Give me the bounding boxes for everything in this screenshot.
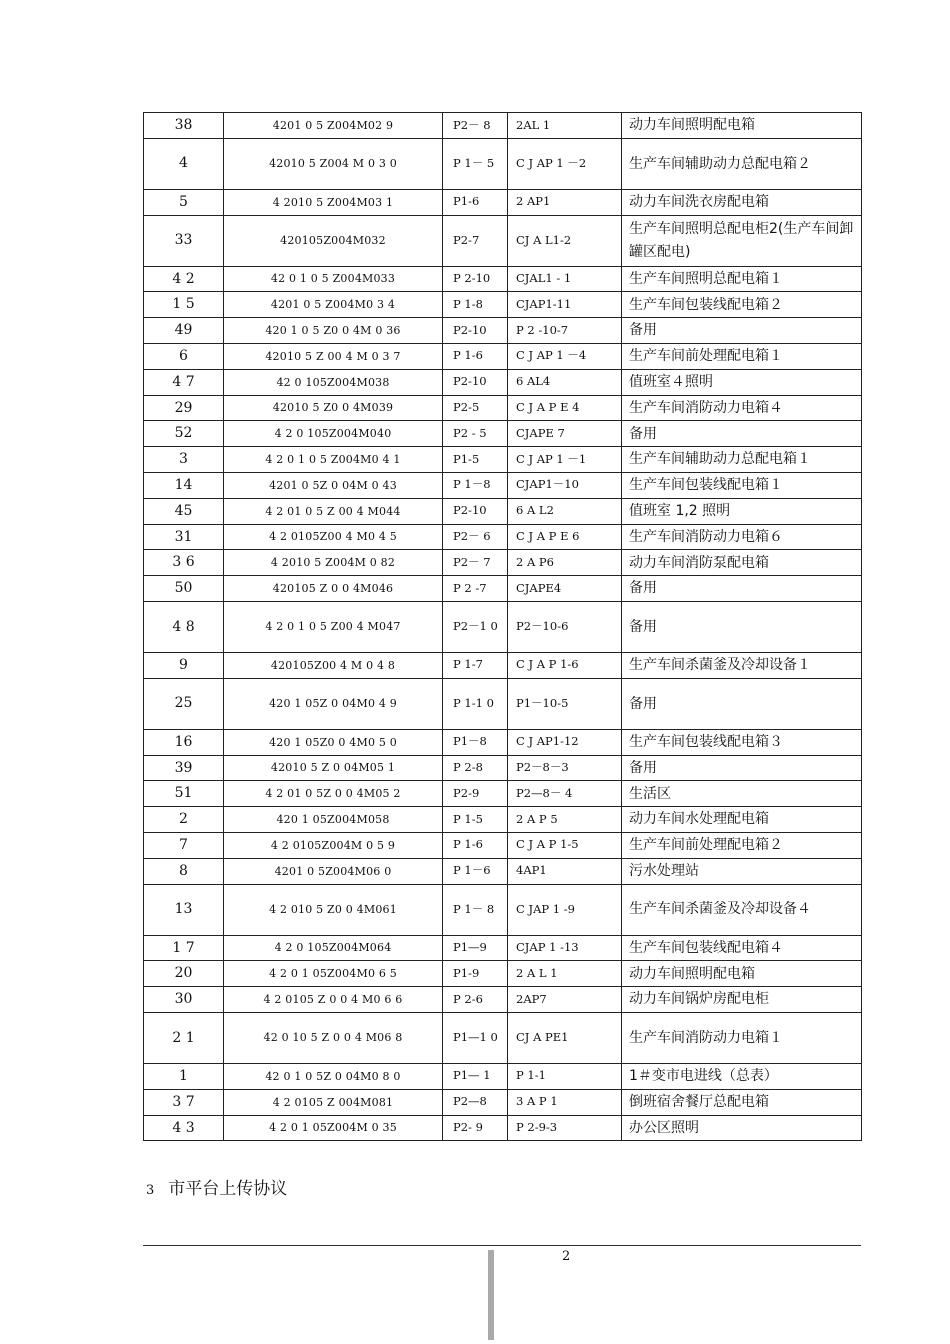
row-number: 4 2 (144, 266, 224, 292)
meter-code: 420 1 05Z0 0 4M0 5 0 (224, 729, 443, 755)
cabinet-code: 2AP7 (508, 987, 622, 1013)
meter-code: 4 2 0 1 05Z004M0 6 5 (224, 961, 443, 987)
table-row (144, 215, 862, 266)
row-number: 25 (144, 678, 224, 729)
meter-code: 42 0 105Z004M038 (224, 369, 443, 395)
port-label: P1－8 (443, 729, 508, 755)
meter-code: 4201 0 5Z004M06 0 (224, 858, 443, 884)
circuit-description: 生产车间消防动力电箱１ (622, 1012, 862, 1063)
footer-rule (143, 1245, 861, 1246)
circuit-description: 备用 (622, 576, 862, 602)
table-row (144, 729, 862, 755)
row-number: 6 (144, 343, 224, 369)
meter-code: 4 2 010 5 Z0 0 4M061 (224, 884, 443, 935)
table-row (144, 138, 862, 189)
circuit-description: 生产车间前处理配电箱１ (622, 343, 862, 369)
port-label: P2-10 (443, 498, 508, 524)
port-label: P 1－ 5 (443, 138, 508, 189)
row-number: 16 (144, 729, 224, 755)
port-label: P 1－8 (443, 472, 508, 498)
meter-code: 420105Z004M032 (224, 215, 443, 266)
circuit-description: 备用 (622, 755, 862, 781)
row-number: 13 (144, 884, 224, 935)
row-number: 31 (144, 524, 224, 550)
port-label: P 1-1 0 (443, 678, 508, 729)
cabinet-code: P 1-1 (508, 1063, 622, 1089)
table-row (144, 343, 862, 369)
circuit-description: 备用 (622, 601, 862, 652)
meter-code: 42010 5 Z004 M 0 3 0 (224, 138, 443, 189)
row-number: 2 1 (144, 1012, 224, 1063)
cabinet-code: P2－10-6 (508, 601, 622, 652)
table-row (144, 318, 862, 344)
circuit-description: 1＃变市电进线（总表） (622, 1063, 862, 1089)
port-label: P1—1 0 (443, 1012, 508, 1063)
table-row (144, 1115, 862, 1141)
cabinet-code: P2—8－ 4 (508, 781, 622, 807)
port-label: P1— 1 (443, 1063, 508, 1089)
section-title: 市平台上传协议 (168, 1179, 288, 1199)
row-number: 2 (144, 807, 224, 833)
row-number: 4 (144, 138, 224, 189)
port-label: P2－1 0 (443, 601, 508, 652)
cabinet-code: CJAL1 - 1 (508, 266, 622, 292)
row-number: 38 (144, 113, 224, 139)
row-number: 51 (144, 781, 224, 807)
table-row (144, 961, 862, 987)
table-row (144, 935, 862, 961)
cabinet-code: P1－10-5 (508, 678, 622, 729)
section-number: 3 (146, 1183, 155, 1198)
cabinet-code: CJ A L1-2 (508, 215, 622, 266)
circuit-description: 生产车间消防动力电箱６ (622, 524, 862, 550)
cabinet-code: 2 A P6 (508, 550, 622, 576)
port-label: P2－ 8 (443, 113, 508, 139)
meter-code: 420 1 0 5 Z0 0 4M 0 36 (224, 318, 443, 344)
port-label: P 1-8 (443, 292, 508, 318)
row-number: 39 (144, 755, 224, 781)
cabinet-code: CJ A PE1 (508, 1012, 622, 1063)
row-number: 1 (144, 1063, 224, 1089)
cabinet-code: P2－8－3 (508, 755, 622, 781)
table-row (144, 987, 862, 1013)
port-label: P 2-8 (443, 755, 508, 781)
port-label: P2—8 (443, 1089, 508, 1115)
cabinet-code: CJAP1-11 (508, 292, 622, 318)
cabinet-code: CJAP1－10 (508, 472, 622, 498)
row-number: 30 (144, 987, 224, 1013)
table-row (144, 1012, 862, 1063)
port-label: P 2-6 (443, 987, 508, 1013)
cabinet-code: CJAPE 7 (508, 421, 622, 447)
meter-code: 4 2 0 105Z004M040 (224, 421, 443, 447)
port-label: P2-10 (443, 318, 508, 344)
circuit-description: 生产车间消防动力电箱４ (622, 395, 862, 421)
table-row (144, 498, 862, 524)
port-label: P1-9 (443, 961, 508, 987)
row-number: 4 3 (144, 1115, 224, 1141)
meter-code: 42010 5 Z 00 4 M 0 3 7 (224, 343, 443, 369)
meter-code: 42 0 1 0 5 Z004M033 (224, 266, 443, 292)
cabinet-code: 6 AL4 (508, 369, 622, 395)
cabinet-code: 6 A L2 (508, 498, 622, 524)
meter-table (143, 112, 862, 1141)
table-row (144, 832, 862, 858)
table-row (144, 292, 862, 318)
table-row (144, 601, 862, 652)
cabinet-code: C J A P 1-6 (508, 652, 622, 678)
table-row (144, 369, 862, 395)
circuit-description: 备用 (622, 421, 862, 447)
table-row (144, 576, 862, 602)
table-row (144, 447, 862, 473)
cabinet-code: P 2-9-3 (508, 1115, 622, 1141)
cabinet-code: 3 A P 1 (508, 1089, 622, 1115)
circuit-description: 动力车间照明配电箱 (622, 113, 862, 139)
port-label: P2-10 (443, 369, 508, 395)
circuit-description: 生产车间包装线配电箱２ (622, 292, 862, 318)
circuit-description: 备用 (622, 318, 862, 344)
port-label: P 1-6 (443, 832, 508, 858)
row-number: 50 (144, 576, 224, 602)
row-number: 14 (144, 472, 224, 498)
port-label: P 2-10 (443, 266, 508, 292)
port-label: P1-5 (443, 447, 508, 473)
cabinet-code: CJAPE4 (508, 576, 622, 602)
circuit-description: 生产车间包装线配电箱４ (622, 935, 862, 961)
row-number: 45 (144, 498, 224, 524)
table-row (144, 524, 862, 550)
table-row (144, 652, 862, 678)
meter-code: 4 2 0 105Z004M064 (224, 935, 443, 961)
row-number: 4 7 (144, 369, 224, 395)
circuit-description: 动力车间消防泵配电箱 (622, 550, 862, 576)
meter-code: 4 2 01 0 5 Z 00 4 M044 (224, 498, 443, 524)
circuit-description: 生产车间杀菌釜及冷却设备１ (622, 652, 862, 678)
gutter-bar (488, 1250, 494, 1340)
circuit-description: 污水处理站 (622, 858, 862, 884)
table-row (144, 678, 862, 729)
meter-code: 42 0 10 5 Z 0 0 4 M06 8 (224, 1012, 443, 1063)
port-label: P2- 9 (443, 1115, 508, 1141)
row-number: 5 (144, 189, 224, 215)
table-row (144, 755, 862, 781)
table-row (144, 395, 862, 421)
circuit-description: 动力车间洗衣房配电箱 (622, 189, 862, 215)
circuit-description: 生产车间照明总配电箱１ (622, 266, 862, 292)
table-row (144, 884, 862, 935)
circuit-description: 生活区 (622, 781, 862, 807)
row-number: 8 (144, 858, 224, 884)
table-row (144, 113, 862, 139)
port-label: P2-9 (443, 781, 508, 807)
meter-code: 4 2 0105Z00 4 M0 4 5 (224, 524, 443, 550)
table-row (144, 781, 862, 807)
row-number: 1 7 (144, 935, 224, 961)
circuit-description: 生产车间照明总配电柜2(生产车间卸罐区配电) (622, 215, 862, 266)
cabinet-code: C J AP1-12 (508, 729, 622, 755)
meter-code: 4 2010 5 Z004M 0 82 (224, 550, 443, 576)
port-label: P2－ 7 (443, 550, 508, 576)
circuit-description: 生产车间包装线配电箱３ (622, 729, 862, 755)
meter-code: 42010 5 Z0 0 4M039 (224, 395, 443, 421)
row-number: 20 (144, 961, 224, 987)
port-label: P 1-6 (443, 343, 508, 369)
cabinet-code: 4AP1 (508, 858, 622, 884)
port-label: P2-5 (443, 395, 508, 421)
row-number: 4 8 (144, 601, 224, 652)
cabinet-code: 2AL 1 (508, 113, 622, 139)
circuit-description: 动力车间水处理配电箱 (622, 807, 862, 833)
table-row (144, 807, 862, 833)
cabinet-code: C JAP 1 -9 (508, 884, 622, 935)
meter-table-body (144, 113, 862, 1141)
cabinet-code: P 2 -10-7 (508, 318, 622, 344)
cabinet-code: C J A P 1-5 (508, 832, 622, 858)
meter-code: 4 2 0 1 0 5 Z00 4 M047 (224, 601, 443, 652)
circuit-description: 办公区照明 (622, 1115, 862, 1141)
meter-code: 420 1 05Z004M058 (224, 807, 443, 833)
port-label: P1—9 (443, 935, 508, 961)
port-label: P2－ 6 (443, 524, 508, 550)
row-number: 3 7 (144, 1089, 224, 1115)
circuit-description: 生产车间辅助动力总配电箱２ (622, 138, 862, 189)
circuit-description: 生产车间辅助动力总配电箱１ (622, 447, 862, 473)
meter-code: 4 2 01 0 5Z 0 0 4M05 2 (224, 781, 443, 807)
cabinet-code: C J A P E 4 (508, 395, 622, 421)
meter-code: 420105Z00 4 M 0 4 8 (224, 652, 443, 678)
port-label: P 1-7 (443, 652, 508, 678)
meter-code: 4 2010 5 Z004M03 1 (224, 189, 443, 215)
port-label: P1-6 (443, 189, 508, 215)
meter-code: 4 2 0 1 0 5 Z004M0 4 1 (224, 447, 443, 473)
table-row (144, 472, 862, 498)
circuit-description: 备用 (622, 678, 862, 729)
port-label: P2-7 (443, 215, 508, 266)
port-label: P 1－ 8 (443, 884, 508, 935)
row-number: 3 6 (144, 550, 224, 576)
cabinet-code: C J AP 1 －4 (508, 343, 622, 369)
meter-code: 420105 Z 0 0 4M046 (224, 576, 443, 602)
row-number: 9 (144, 652, 224, 678)
table-row (144, 550, 862, 576)
cabinet-code: 2 A L 1 (508, 961, 622, 987)
cabinet-code: C J A P E 6 (508, 524, 622, 550)
table-row (144, 1089, 862, 1115)
table-row (144, 421, 862, 447)
row-number: 29 (144, 395, 224, 421)
meter-code: 4 2 0105 Z 004M081 (224, 1089, 443, 1115)
row-number: 33 (144, 215, 224, 266)
circuit-description: 倒班宿舍餐厅总配电箱 (622, 1089, 862, 1115)
port-label: P 1-5 (443, 807, 508, 833)
meter-code: 4 2 0105 Z 0 0 4 M0 6 6 (224, 987, 443, 1013)
cabinet-code: 2 A P 5 (508, 807, 622, 833)
meter-code: 4201 0 5 Z004M0 3 4 (224, 292, 443, 318)
table-row (144, 1063, 862, 1089)
cabinet-code: C J AP 1 －2 (508, 138, 622, 189)
row-number: 49 (144, 318, 224, 344)
row-number: 7 (144, 832, 224, 858)
table-row (144, 266, 862, 292)
section-heading (146, 1174, 287, 1199)
meter-code: 42 0 1 0 5Z 0 04M0 8 0 (224, 1063, 443, 1089)
table-row (144, 189, 862, 215)
page-number: 2 (562, 1249, 571, 1264)
meter-code: 4201 0 5Z 0 04M 0 43 (224, 472, 443, 498)
row-number: 52 (144, 421, 224, 447)
cabinet-code: 2 AP1 (508, 189, 622, 215)
circuit-description: 生产车间杀菌釜及冷却设备４ (622, 884, 862, 935)
circuit-description: 值班室 1,2 照明 (622, 498, 862, 524)
meter-code: 420 1 05Z 0 04M0 4 9 (224, 678, 443, 729)
cabinet-code: C J AP 1 －1 (508, 447, 622, 473)
circuit-description: 生产车间包装线配电箱１ (622, 472, 862, 498)
meter-code: 4 2 0105Z004M 0 5 9 (224, 832, 443, 858)
cabinet-code: CJAP 1 -13 (508, 935, 622, 961)
circuit-description: 动力车间照明配电箱 (622, 961, 862, 987)
meter-code: 4201 0 5 Z004M02 9 (224, 113, 443, 139)
table-row (144, 858, 862, 884)
meter-code: 42010 5 Z 0 04M05 1 (224, 755, 443, 781)
port-label: P2 - 5 (443, 421, 508, 447)
meter-code: 4 2 0 1 05Z004M 0 35 (224, 1115, 443, 1141)
row-number: 1 5 (144, 292, 224, 318)
row-number: 3 (144, 447, 224, 473)
port-label: P 2 -7 (443, 576, 508, 602)
circuit-description: 动力车间锅炉房配电柜 (622, 987, 862, 1013)
circuit-description: 生产车间前处理配电箱２ (622, 832, 862, 858)
circuit-description: 值班室４照明 (622, 369, 862, 395)
port-label: P 1－6 (443, 858, 508, 884)
